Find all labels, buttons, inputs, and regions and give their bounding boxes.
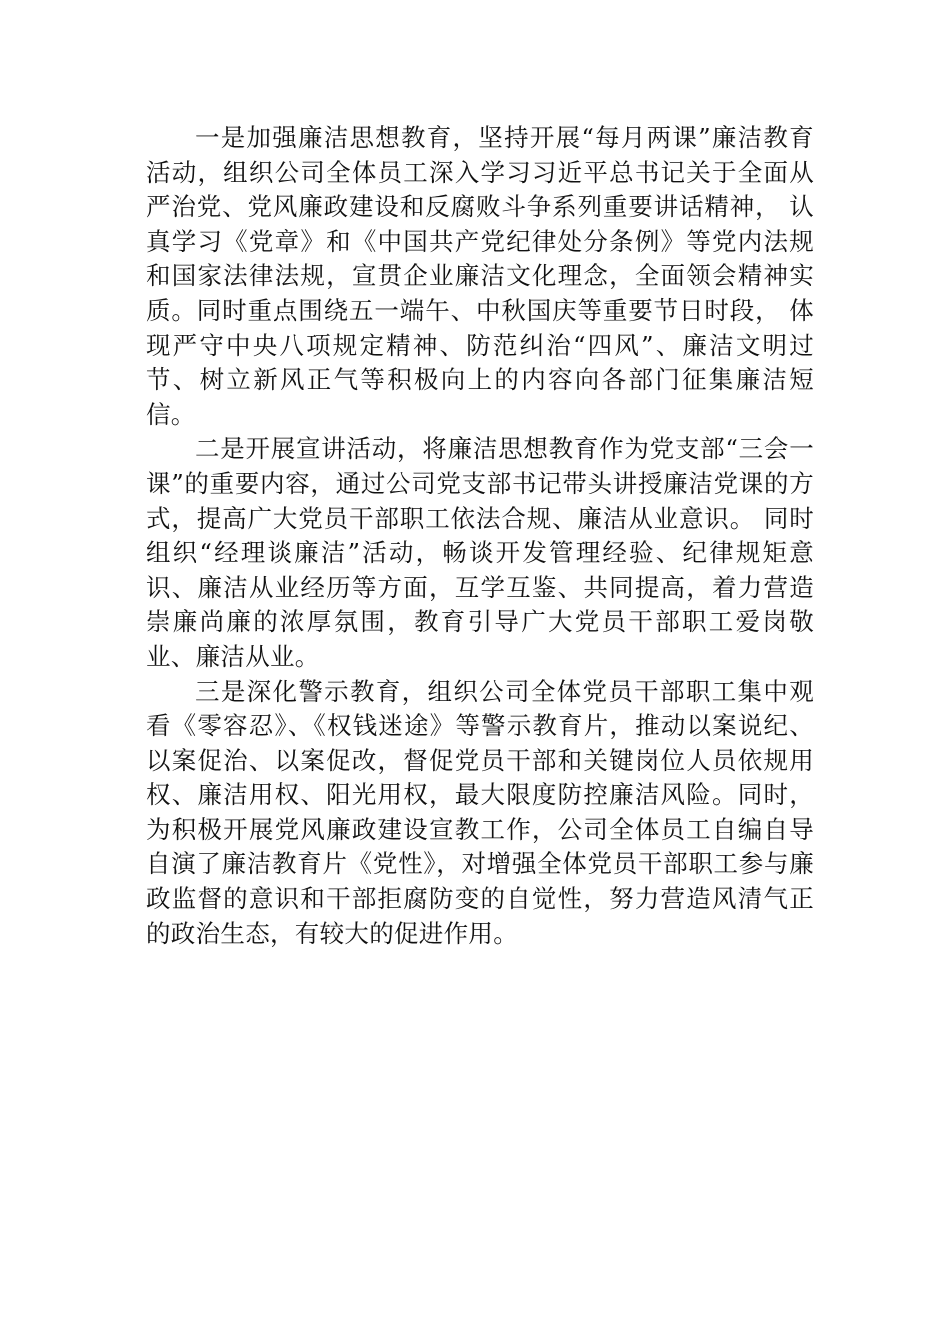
paragraph-education: 一是加强廉洁思想教育，坚持开展“每月两课”廉洁教育活动，组织公司全体员工深入学习习近平总书记关于全面从严治党、党风廉政建设和反腐败斗争系列重要讲话精神， 认真学习《党章》和《中国共产党纪律处分条例》等党内法规和国家法律法规，宣贯企业廉洁文化理念，全面领会精神实质。同时重点围绕五一端午、中秋国庆等重要节日时段， 体现严守中央八项规定精神、防范纠治“四风”、廉洁文明过节、树立新风正气等积极向上的内容向各部门征集廉洁短信。 [146,123,814,429]
paragraph-warning: 三是深化警示教育，组织公司全体党员干部职工集中观看《零容忍》、《权钱迷途》等警示教育片，推动以案说纪、以案促治、以案促改，督促党员干部和关键岗位人员依规用权、廉洁用权、阳光用权，最大限度防控廉洁风险。同时， 为积极开展党风廉政建设宣教工作，公司全体员工自编自导自演了廉洁教育片《党性》，对增强全体党员干部职工参与廉政监督的意识和干部拒腐防变的自觉性，努力营造风清气正的政治生态，有较大的促进作用。 [146,676,814,948]
document-body [146,121,814,951]
paragraph-lecture: 二是开展宣讲活动，将廉洁思想教育作为党支部“三会一课”的重要内容，通过公司党支部书记带头讲授廉洁党课的方式，提高广大党员干部职工依法合规、廉洁从业意识。 同时组织“经理谈廉洁”活动，畅谈开发管理经验、纪律规矩意识、廉洁从业经历等方面，互学互鉴、共同提高，着力营造崇廉尚廉的浓厚氛围，教育引导广大党员干部职工爱岗敬业、廉洁从业。 [146,434,814,671]
